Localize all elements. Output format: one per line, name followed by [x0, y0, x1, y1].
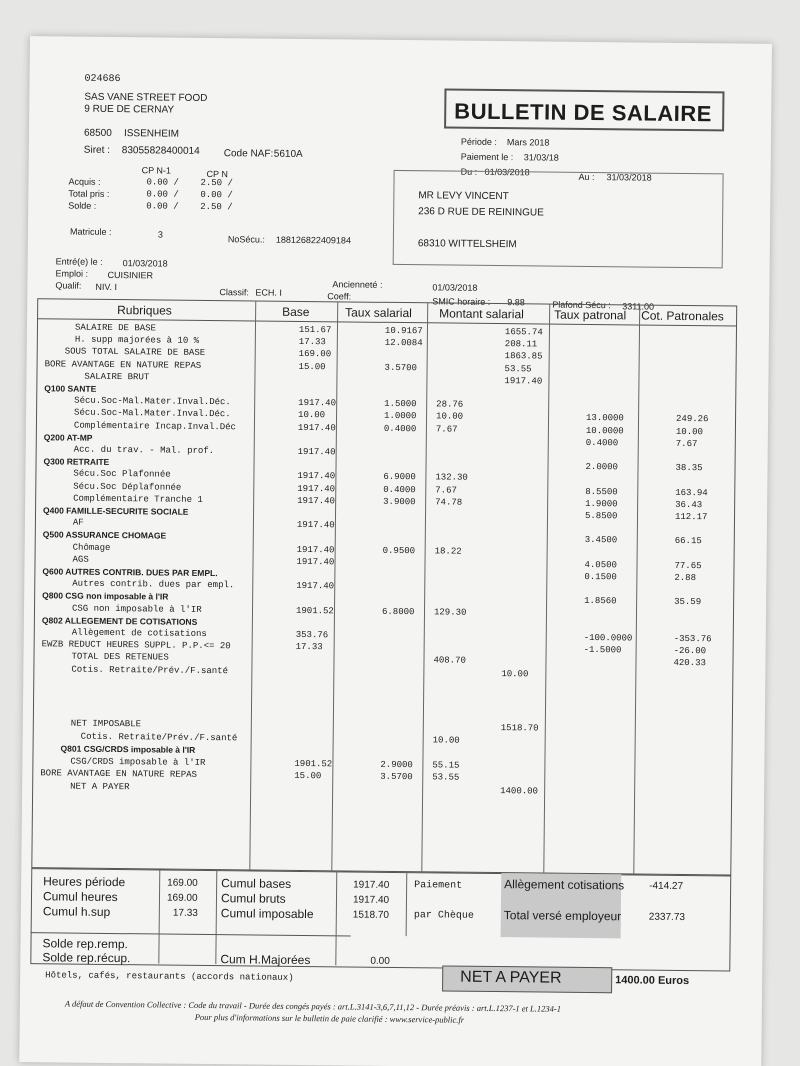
row-retenue: 53.55: [432, 772, 460, 783]
cum-hmaj-value: 0.00: [370, 955, 390, 967]
cum-hmaj-label: Cum H.Majorées: [220, 952, 311, 968]
legal-link-text: Pour plus d'informations sur le bulletin de paie clarifié : www.service-public.fr: [194, 1011, 465, 1025]
cumul-bruts-label: Cumul bruts: [220, 891, 286, 906]
row-taux-patronal: 2.0000: [585, 462, 618, 473]
row-taux-salarial: 3.5700: [384, 362, 418, 373]
row-taux-patronal: 4.0500: [584, 559, 617, 571]
smic-value: 9.88: [507, 297, 525, 308]
cumul-imposable-label: Cumul imposable: [220, 906, 314, 922]
row-cot-patronale: 163.94: [675, 487, 708, 498]
row-taux-patronal: 13.0000: [585, 413, 624, 424]
naf-label: Code NAF:: [223, 148, 274, 160]
row-taux-patronal: 0.4000: [585, 437, 619, 449]
row-base: 151.67: [298, 324, 332, 336]
classif-label: Classif:: [219, 287, 249, 298]
row-label: H. supp majorées à 10 %: [74, 334, 200, 347]
row-taux-salarial: 2.9000: [380, 759, 413, 770]
periode-value: Mars 2018: [506, 137, 550, 148]
row-taux-salarial: 12.0084: [384, 338, 423, 349]
row-label: SALAIRE DE BASE: [74, 322, 157, 334]
coeff-label: Coeff:: [327, 291, 352, 302]
row-retenue: 28.76: [436, 399, 464, 410]
row-taux-patronal: 8.5500: [585, 486, 618, 497]
row-cot-patronale: 112.17: [674, 511, 708, 523]
row-label: EWZB REDUCT HEURES SUPPL. P.P.<= 20: [41, 639, 231, 652]
row-label: AGS: [72, 554, 89, 565]
row-base: 1917.40: [297, 495, 336, 507]
du-label: Du :: [460, 166, 478, 177]
cumul-bruts-value: 1917.40: [352, 894, 390, 906]
row-base: 1917.40: [296, 544, 335, 555]
cumul-hsup-value: 17.33: [172, 907, 198, 919]
conges-cpn-value: 2.50 /: [200, 177, 233, 189]
conges-cpn1-value: 0.00 /: [146, 201, 179, 212]
row-retenue: 55.15: [432, 759, 460, 771]
emploi-label: Emploi :: [55, 268, 89, 279]
conges-cpn1-value: 0.00 /: [146, 189, 179, 200]
row-taux-patronal: -100.0000: [583, 632, 633, 644]
row-label: CSG/CRDS imposable à l'IR: [70, 756, 206, 768]
heures-periode-label: Heures période: [43, 874, 126, 890]
col-rubriques: Rubriques: [117, 303, 172, 318]
siret-value: 83055828400014: [121, 145, 200, 157]
row-base: 10.00: [298, 410, 326, 421]
periode-label: Période :: [460, 136, 498, 148]
row-base: 15.00: [298, 361, 326, 372]
net-payer-value: 1400.00 Euros: [615, 974, 690, 988]
row-label: Complémentaire Tranche 1: [73, 493, 203, 505]
row-cot-patronale: -26.00: [673, 646, 707, 657]
employer-code: 024686: [84, 73, 121, 86]
row-base: 1917.40: [297, 446, 336, 458]
heures-periode-value: 169.00: [167, 877, 198, 889]
col-montant-salarial: Montant salarial: [439, 306, 524, 322]
row-label: Sécu.Soc Déplafonnée: [73, 481, 182, 493]
row-taux-salarial: 1.0000: [384, 411, 417, 422]
conges-cpn-value: 0.00 /: [200, 189, 233, 201]
row-label: AF: [72, 517, 84, 528]
row-taux-salarial: 0.4000: [383, 484, 416, 495]
row-taux-salarial: 1.5000: [384, 399, 417, 410]
row-label: Sécu.Soc Plafonnée: [73, 468, 171, 481]
row-cot-patronale: 66.15: [674, 536, 702, 547]
net-payer-label: NET A PAYER: [460, 968, 562, 987]
row-base: 353.76: [295, 629, 329, 641]
employee-city: 68310 WITTELSHEIM: [417, 238, 517, 251]
naf-value: 5610A: [273, 148, 303, 160]
emploi-value: CUISINIER: [107, 269, 154, 281]
row-retenue: 129.30: [433, 606, 467, 618]
conges-row-label: Solde :: [68, 200, 97, 211]
row-label: SALAIRE BRUT: [84, 371, 150, 383]
row-base: 1917.40: [296, 520, 335, 531]
entree-value: 01/03/2018: [122, 258, 168, 269]
row-label: Sécu.Soc-Mal.Mater.Inval.Déc.: [74, 395, 231, 408]
solde-remp-label: Solde rep.remp.: [42, 936, 128, 952]
row-taux-patronal: -1.5000: [583, 645, 622, 656]
row-cot-patronale: 420.33: [673, 658, 706, 669]
plafond-label: Plafond Sécu :: [552, 299, 611, 311]
row-cot-patronale: 35.59: [674, 597, 702, 608]
cumul-bases-value: 1917.40: [353, 879, 390, 891]
row-gain: 53.55: [504, 363, 532, 374]
au-value: 31/03/2018: [606, 172, 652, 183]
row-base: 1901.52: [294, 758, 333, 769]
row-base: 17.33: [295, 642, 323, 653]
row-label: Cotis. Retraite/Prév./F.santé: [80, 731, 238, 743]
row-label: Q800 CSG non imposable à l'IR: [42, 590, 169, 602]
row-taux-salarial: 6.8000: [381, 606, 415, 617]
paiement-mode: par Chèque: [413, 910, 474, 922]
row-retenue: 18.22: [434, 545, 462, 557]
employer-city: ISSENHEIM: [123, 128, 180, 140]
row-extra: 10.00: [501, 668, 529, 679]
row-retenue: 10.00: [432, 734, 460, 746]
conges-row-label: Total pris :: [68, 188, 110, 199]
row-retenue: 408.70: [433, 655, 466, 667]
row-gain: 1655.74: [504, 327, 543, 338]
cumul-hsup-label: Cumul h.sup: [42, 904, 111, 920]
employer-street: 9 RUE DE CERNAY: [84, 103, 175, 116]
row-base: 15.00: [294, 770, 322, 782]
anciennete-label: Ancienneté :: [332, 279, 383, 290]
row-base: 1917.40: [297, 471, 336, 482]
siret-label: Siret :: [83, 144, 111, 156]
anciennete-value: 01/03/2018: [432, 282, 478, 293]
row-label: SOUS TOTAL SALAIRE DE BASE: [64, 346, 206, 359]
row-gain: 1518.70: [500, 723, 539, 734]
employee-name: MR LEVY VINCENT: [418, 190, 509, 203]
row-cot-patronale: 77.65: [674, 560, 702, 571]
document-title: BULLETIN DE SALAIRE: [454, 98, 713, 127]
row-label: Q300 RETRAITE: [43, 456, 110, 468]
row-label: Autres contrib. dues par empl.: [72, 578, 235, 591]
employer-name: SAS VANE STREET FOOD: [84, 91, 208, 104]
cumul-bases-label: Cumul bases: [221, 876, 292, 891]
allegement-value: -414.27: [649, 880, 684, 892]
row-taux-salarial: 0.9500: [382, 545, 416, 556]
conges-cpn1-value: 0.00 /: [146, 177, 179, 188]
row-retenue: 74.78: [435, 497, 463, 508]
row-label: Q600 AUTRES CONTRIB. DUES PAR EMPL.: [42, 566, 218, 579]
row-base: 1917.40: [297, 422, 336, 433]
conges-row-label: Acquis :: [68, 176, 101, 187]
row-label: Q802 ALLEGEMENT DE COTISATIONS: [41, 615, 198, 627]
row-taux-patronal: 5.8500: [584, 510, 618, 522]
row-label: TOTAL DES RETENUES: [71, 651, 169, 663]
col-taux-patronal: Taux patronal: [554, 307, 627, 323]
row-label: Q400 FAMILLE-SECURITE SOCIALE: [43, 505, 189, 517]
nosecu-value: 188126822409184: [275, 234, 352, 246]
nosecu-label: NoSécu.:: [227, 234, 265, 245]
convention-text: Hôtels, cafés, restaurants (accords nationaux): [45, 970, 294, 983]
total-verse-label: Total versé employeur: [503, 908, 622, 924]
row-taux-salarial: 3.5700: [380, 771, 413, 783]
row-gain: 1917.40: [504, 375, 543, 387]
row-cot-patronale: 7.67: [675, 438, 698, 449]
row-taux-salarial: 0.4000: [383, 423, 417, 434]
row-label: Sécu.Soc-Mal.Mater.Inval.Déc.: [74, 407, 231, 420]
row-taux-salarial: 6.9000: [383, 472, 416, 483]
row-label: Q200 AT-MP: [43, 432, 93, 443]
allegement-label: Allègement cotisations: [504, 877, 625, 893]
au-label: Au :: [578, 171, 595, 183]
row-base: 1917.40: [297, 483, 336, 494]
row-gain: 1863.85: [504, 351, 543, 362]
col-cot-patronales: Cot. Patronales: [641, 308, 724, 324]
legal-text: A défaut de Convention Collective : Code du travail - Durée des congés payés : art.L.3141-3,6,7,11,12 - Durée préavis : art.L.1237-1 et L.1234-1: [64, 998, 562, 1014]
row-label: BORE AVANTAGE EN NATURE REPAS: [40, 768, 197, 780]
row-base: 1917.40: [298, 398, 337, 409]
row-cot-patronale: 36.43: [675, 499, 703, 510]
row-cot-patronale: 38.35: [675, 463, 703, 474]
conges-cpn-value: 2.50 /: [200, 201, 233, 213]
col-base: Base: [282, 304, 310, 320]
row-cot-patronale: 10.00: [675, 426, 703, 437]
row-label: Allègement de cotisations: [71, 627, 207, 639]
cpn-label: CP N: [206, 168, 228, 180]
matricule-value: 3: [157, 229, 164, 240]
total-verse-value: 2337.73: [648, 911, 686, 924]
row-gain: 1400.00: [500, 785, 539, 796]
cumul-heures-label: Cumul heures: [42, 889, 118, 905]
row-cot-patronale: 2.88: [674, 572, 697, 584]
row-base: 1917.40: [296, 556, 335, 568]
row-base: 1917.40: [296, 581, 335, 592]
employer-postal: 68500: [83, 127, 112, 139]
paiement-label-footer: Paiement: [414, 880, 463, 892]
row-label: Q801 CSG/CRDS imposable à l'IR: [60, 743, 196, 755]
row-taux-patronal: 1.9000: [585, 498, 618, 510]
row-retenue: 10.00: [436, 411, 464, 423]
row-taux-patronal: 10.0000: [585, 425, 624, 436]
row-label: BORE AVANTAGE EN NATURE REPAS: [44, 358, 202, 371]
row-label: Q100 SANTE: [44, 383, 97, 394]
entree-label: Entré(e) le :: [55, 256, 103, 267]
row-base: 1901.52: [295, 605, 334, 616]
row-retenue: 7.67: [435, 423, 458, 435]
paiement-value: 31/03/18: [523, 152, 559, 163]
row-gain: 208.11: [504, 339, 538, 350]
payslip-paper: [19, 36, 772, 1066]
row-taux-salarial: 10.9167: [384, 325, 423, 337]
row-label: CSG non imposable à l'IR: [71, 603, 202, 615]
col-taux-salarial: Taux salarial: [345, 305, 412, 321]
row-base: 169.00: [298, 349, 332, 360]
row-label: Q500 ASSURANCE CHOMAGE: [42, 529, 167, 541]
classif-value: ECH. I: [255, 287, 282, 298]
row-base: 17.33: [298, 337, 326, 348]
row-label: NET A PAYER: [70, 781, 130, 792]
row-label: Complémentaire Incap.Inval.Déc: [73, 420, 237, 432]
employee-address-box: [393, 170, 724, 268]
cumul-imposable-value: 1518.70: [352, 909, 390, 921]
cumul-heures-value: 169.00: [166, 892, 198, 904]
qualif-label: Qualif:: [55, 280, 82, 291]
qualif-value: NIV. I: [95, 281, 118, 293]
solde-recup-label: Solde rep.récup.: [42, 950, 131, 966]
row-label: Acc. du trav. - Mal. prof.: [73, 444, 215, 457]
plafond-value: 3311.00: [622, 301, 655, 312]
row-taux-patronal: 3.4500: [584, 535, 618, 546]
row-cot-patronale: 249.26: [675, 414, 709, 425]
matricule-label: Matricule :: [69, 226, 112, 237]
row-taux-patronal: 1.8560: [584, 596, 617, 607]
row-label: Cotis. Retraite/Prév./F.santé: [71, 664, 229, 676]
smic-label: SMIC horaire :: [432, 296, 491, 307]
employee-street: 236 D RUE DE REININGUE: [418, 206, 544, 219]
row-label: NET IMPOSABLE: [70, 718, 142, 730]
du-value: 01/03/2018: [484, 166, 530, 178]
paiement-label: Paiement le :: [460, 151, 514, 163]
row-taux-patronal: 0.1500: [584, 571, 617, 583]
row-cot-patronale: -353.76: [673, 633, 712, 645]
row-label: Chômage: [72, 542, 111, 553]
row-retenue: 132.30: [435, 472, 468, 484]
cpn1-label: CP N-1: [141, 165, 172, 176]
row-retenue: 7.67: [435, 484, 457, 496]
row-taux-salarial: 3.9000: [383, 496, 416, 507]
